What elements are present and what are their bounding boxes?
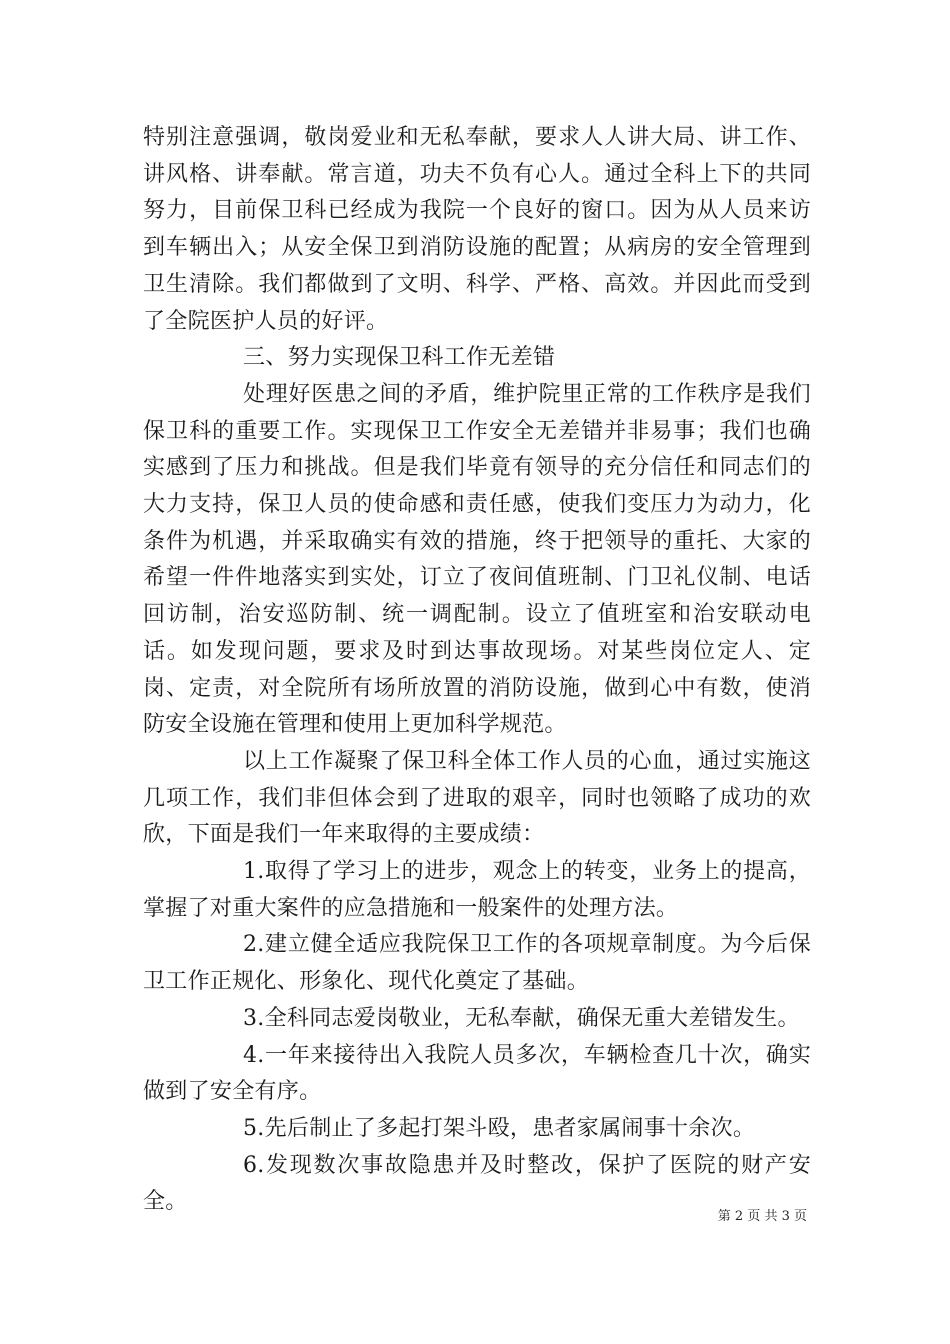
paragraph-1: 特别注意强调，敬岗爱业和无私奉献，要求人人讲大局、讲工作、讲风格、讲奉献。常言道，功夫不负有心人。通过全科上下的共同努力，目前保卫科已经成为我院一个良好的窗口。因为从人员来访到车辆出入；从安全保卫到消防设施的配置；从病房的安全管理到卫生清除。我们都做到了文明、科学、严格、高效。并因此而受到了全院医护人员的好评。 xyxy=(143,125,811,334)
paragraph-3: 以上工作凝聚了保卫科全体工作人员的心血，通过实施这几项工作，我们非但体会到了进取的艰辛，同时也领略了成功的欢欣，下面是我们一年来取得的主要成绩： xyxy=(143,748,811,848)
section-heading-3: 三、努力实现保卫科工作无差错 xyxy=(243,345,556,371)
document-body xyxy=(143,120,811,1221)
achievement-item-5: 5.先后制止了多起打架斗殴，患者家属闹事十余次。 xyxy=(243,1115,756,1141)
achievement-item-1: 1.取得了学习上的进步，观念上的转变，业务上的提高，掌握了对重大案件的应急措施和一般案件的处理方法。 xyxy=(143,859,811,921)
paragraph-2: 处理好医患之间的矛盾，维护院里正常的工作秩序是我们保卫科的重要工作。实现保卫工作安全无差错并非易事；我们也确实感到了压力和挑战。但是我们毕竟有领导的充分信任和同志们的大力支持，保卫人员的使命感和责任感，使我们变压力为动力，化条件为机遇，并采取确实有效的措施，终于把领导的重托、大家的希望一件件地落实到实处，订立了夜间值班制、门卫礼仪制、电话回访制，治安巡防制、统一调配制。设立了值班室和治安联动电话。如发现问题，要求及时到达事故现场。对某些岗位定人、定岗、定责，对全院所有场所放置的消防设施，做到心中有数，使消防安全设施在管理和使用上更加科学规范。 xyxy=(143,381,811,738)
achievement-item-4: 4.一年来接待出入我院人员多次，车辆检查几十次，确实做到了安全有序。 xyxy=(143,1042,811,1105)
achievement-item-2: 2.建立健全适应我院保卫工作的各项规章制度。为今后保卫工作正规化、形象化、现代化奠定了基础。 xyxy=(143,932,811,995)
achievement-item-3: 3.全科同志爱岗敬业，无私奉献，确保无重大差错发生。 xyxy=(243,1005,800,1031)
page-number-footer: 第 2 页 共 3 页 xyxy=(717,1209,807,1224)
achievement-item-6: 6.发现数次事故隐患并及时整改，保护了医院的财产安全。 xyxy=(143,1152,811,1215)
